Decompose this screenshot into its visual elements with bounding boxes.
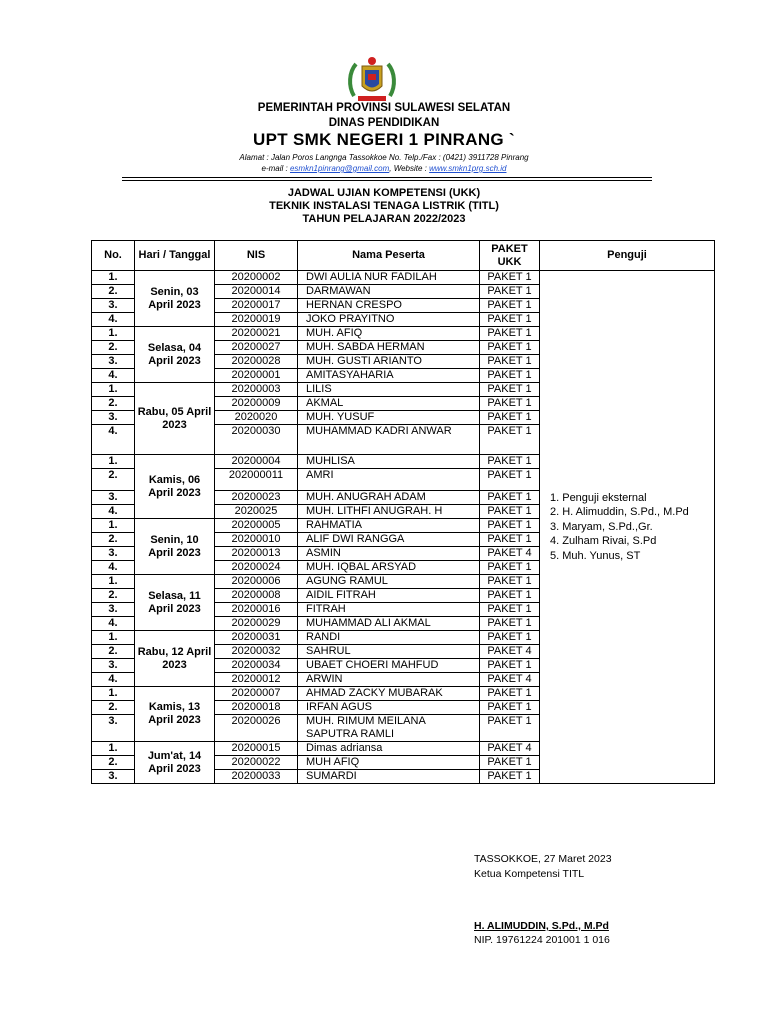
exam-day-cell: Senin, 10 April 2023: [135, 519, 215, 575]
student-name: ALIF DWI RANGGA: [298, 533, 480, 547]
student-nis: 20200007: [215, 687, 298, 701]
paket-ukk: PAKET 1: [480, 425, 540, 455]
student-nis: 20200034: [215, 659, 298, 673]
paket-ukk: PAKET 1: [480, 603, 540, 617]
student-nis: 20200023: [215, 491, 298, 505]
row-number: 1.: [92, 687, 135, 701]
province-crest-logo: [346, 52, 398, 104]
paket-ukk: PAKET 1: [480, 285, 540, 299]
header-divider-bottom: [122, 180, 652, 181]
student-nis: 20200013: [215, 547, 298, 561]
student-name: MUH. YUSUF: [298, 411, 480, 425]
student-name: ASMIN: [298, 547, 480, 561]
row-number: 4.: [92, 369, 135, 383]
student-nis: 20200006: [215, 575, 298, 589]
paket-ukk: PAKET 1: [480, 561, 540, 575]
row-number: 1.: [92, 631, 135, 645]
paket-ukk: PAKET 1: [480, 575, 540, 589]
row-number: 1.: [92, 455, 135, 469]
document-subtitle: TEKNIK INSTALASI TENAGA LISTRIK (TITL): [269, 200, 499, 212]
row-number: 2.: [92, 397, 135, 411]
student-name: SAHRUL: [298, 645, 480, 659]
student-name: JOKO PRAYITNO: [298, 313, 480, 327]
student-nis: 202000011: [215, 469, 298, 491]
student-name: MUHAMMAD ALI AKMAL: [298, 617, 480, 631]
student-name: AHMAD ZACKY MUBARAK: [298, 687, 480, 701]
row-number: 3.: [92, 603, 135, 617]
paket-ukk: PAKET 4: [480, 645, 540, 659]
student-nis: 20200030: [215, 425, 298, 455]
student-name: SUMARDI: [298, 770, 480, 784]
student-name: MUH. IQBAL ARSYAD: [298, 561, 480, 575]
row-number: 4.: [92, 505, 135, 519]
row-number: 1.: [92, 575, 135, 589]
penguji-item: 5. Muh. Yunus, ST: [550, 549, 641, 562]
col-header-day: Hari / Tanggal: [135, 241, 215, 271]
student-nis: 20200008: [215, 589, 298, 603]
paket-ukk: PAKET 1: [480, 397, 540, 411]
school-address: Alamat : Jalan Poros Langnga Tassokkoe No. Telp./Fax : (0421) 3911728 Pinrang: [239, 153, 529, 162]
student-name: UBAET CHOERI MAHFUD: [298, 659, 480, 673]
paket-ukk: PAKET 1: [480, 411, 540, 425]
paket-ukk: PAKET 4: [480, 742, 540, 756]
website-label: , Website :: [389, 164, 430, 173]
student-name: AIDIL FITRAH: [298, 589, 480, 603]
row-number: 3.: [92, 547, 135, 561]
paket-ukk: PAKET 4: [480, 673, 540, 687]
penguji-item: 4. Zulham Rivai, S.Pd: [550, 535, 657, 548]
row-number: 2.: [92, 469, 135, 491]
student-nis: 20200003: [215, 383, 298, 397]
student-name: MUH AFIQ: [298, 756, 480, 770]
student-name: FITRAH: [298, 603, 480, 617]
school-name: UPT SMK NEGERI 1 PINRANG `: [253, 130, 515, 149]
student-nis: 20200010: [215, 533, 298, 547]
penguji-cell: [540, 271, 715, 784]
row-number: 3.: [92, 299, 135, 313]
col-header-paket: PAKET UKK: [480, 241, 540, 271]
row-number: 4.: [92, 561, 135, 575]
student-name: RAHMATIA: [298, 519, 480, 533]
row-number: 1.: [92, 327, 135, 341]
exam-day-cell: Jum'at, 14 April 2023: [135, 742, 215, 784]
student-nis: 20200018: [215, 701, 298, 715]
student-name: MUH. LITHFI ANUGRAH. H: [298, 505, 480, 519]
student-nis: 20200012: [215, 673, 298, 687]
paket-ukk: PAKET 1: [480, 519, 540, 533]
row-number: 2.: [92, 701, 135, 715]
paket-ukk: PAKET 1: [480, 491, 540, 505]
paket-ukk: PAKET 4: [480, 547, 540, 561]
academic-year: TAHUN PELAJARAN 2022/2023: [302, 213, 466, 225]
paket-ukk: PAKET 1: [480, 533, 540, 547]
signature-place-date: TASSOKKOE, 27 Maret 2023: [474, 853, 612, 865]
table-row: [92, 271, 715, 285]
paket-ukk: PAKET 1: [480, 617, 540, 631]
student-name: AMRI: [298, 469, 480, 491]
student-nis: 20200002: [215, 271, 298, 285]
exam-day-cell: Selasa, 11 April 2023: [135, 575, 215, 631]
penguji-item: 1. Penguji eksternal: [550, 491, 647, 504]
student-nis: 2020025: [215, 505, 298, 519]
student-nis: 2020020: [215, 411, 298, 425]
exam-day-cell: Senin, 03 April 2023: [135, 271, 215, 327]
paket-ukk: PAKET 1: [480, 589, 540, 603]
row-number: 2.: [92, 589, 135, 603]
student-name: ARWIN: [298, 673, 480, 687]
student-nis: 20200032: [215, 645, 298, 659]
student-name: DARMAWAN: [298, 285, 480, 299]
student-nis: 20200026: [215, 715, 298, 742]
student-name: MUH. RIMUM MEILANA SAPUTRA RAMLI: [298, 715, 480, 742]
paket-ukk: PAKET 1: [480, 659, 540, 673]
student-nis: 20200027: [215, 341, 298, 355]
row-number: 4.: [92, 673, 135, 687]
exam-day-cell: Rabu, 05 April 2023: [135, 383, 215, 455]
exam-day-cell: Kamis, 06 April 2023: [135, 455, 215, 519]
penguji-list: [550, 491, 712, 564]
table-header-row: [92, 241, 715, 271]
paket-ukk: PAKET 1: [480, 715, 540, 742]
header-divider-top: [122, 177, 652, 178]
signature-role: Ketua Kompetensi TITL: [474, 868, 585, 880]
student-nis: 20200029: [215, 617, 298, 631]
student-nis: 20200004: [215, 455, 298, 469]
student-name: MUHAMMAD KADRI ANWAR: [298, 425, 480, 455]
department-heading: DINAS PENDIDIKAN: [328, 117, 440, 129]
document-title: JADWAL UJIAN KOMPETENSI (UKK): [287, 187, 481, 199]
student-name: AGUNG RAMUL: [298, 575, 480, 589]
student-nis: 20200031: [215, 631, 298, 645]
exam-day-cell: Rabu, 12 April 2023: [135, 631, 215, 687]
row-number: 1.: [92, 742, 135, 756]
student-nis: 20200015: [215, 742, 298, 756]
row-number: 2.: [92, 341, 135, 355]
row-number: 3.: [92, 355, 135, 369]
student-name: Dimas adriansa: [298, 742, 480, 756]
row-number: 2.: [92, 645, 135, 659]
student-nis: 20200014: [215, 285, 298, 299]
student-nis: 20200022: [215, 756, 298, 770]
student-name: MUH. AFIQ: [298, 327, 480, 341]
table-body: [92, 271, 715, 784]
student-nis: 20200009: [215, 397, 298, 411]
exam-day-cell: Selasa, 04 April 2023: [135, 327, 215, 383]
email-link[interactable]: esmkn1pinrang@gmail.com: [289, 164, 390, 173]
paket-ukk: PAKET 1: [480, 341, 540, 355]
student-name: MUH. GUSTI ARIANTO: [298, 355, 480, 369]
row-number: 3.: [92, 491, 135, 505]
col-header-penguji: Penguji: [540, 241, 715, 271]
paket-ukk: PAKET 1: [480, 383, 540, 397]
row-number: 1.: [92, 519, 135, 533]
col-header-nis: NIS: [215, 241, 298, 271]
student-nis: 20200021: [215, 327, 298, 341]
row-number: 1.: [92, 271, 135, 285]
student-name: DWI AULIA NUR FADILAH: [298, 271, 480, 285]
paket-ukk: PAKET 1: [480, 355, 540, 369]
student-name: RANDI: [298, 631, 480, 645]
student-nis: 20200001: [215, 369, 298, 383]
paket-ukk: PAKET 1: [480, 770, 540, 784]
student-name: MUH. SABDA HERMAN: [298, 341, 480, 355]
paket-ukk: PAKET 1: [480, 271, 540, 285]
student-name: IRFAN AGUS: [298, 701, 480, 715]
student-name: MUH. ANUGRAH ADAM: [298, 491, 480, 505]
penguji-item: 2. H. Alimuddin, S.Pd., M.Pd: [550, 506, 689, 519]
paket-ukk: PAKET 1: [480, 469, 540, 491]
student-nis: 20200033: [215, 770, 298, 784]
row-number: 3.: [92, 770, 135, 784]
row-number: 3.: [92, 715, 135, 742]
email-label: e-mail :: [261, 164, 290, 173]
paket-ukk: PAKET 1: [480, 505, 540, 519]
paket-ukk: PAKET 1: [480, 701, 540, 715]
row-number: 4.: [92, 425, 135, 455]
paket-ukk: PAKET 1: [480, 299, 540, 313]
student-nis: 20200017: [215, 299, 298, 313]
contact-line: [0, 164, 768, 173]
paket-ukk: PAKET 1: [480, 327, 540, 341]
paket-ukk: PAKET 1: [480, 455, 540, 469]
exam-day-cell: Kamis, 13 April 2023: [135, 687, 215, 742]
student-nis: 20200024: [215, 561, 298, 575]
row-number: 3.: [92, 411, 135, 425]
signature-nip: NIP. 19761224 201001 1 016: [474, 934, 610, 946]
paket-ukk: PAKET 1: [480, 756, 540, 770]
exam-schedule-table: [91, 240, 715, 784]
student-nis: 20200005: [215, 519, 298, 533]
student-nis: 20200016: [215, 603, 298, 617]
paket-ukk: PAKET 1: [480, 631, 540, 645]
paket-ukk: PAKET 1: [480, 313, 540, 327]
student-name: LILIS: [298, 383, 480, 397]
paket-ukk: PAKET 1: [480, 687, 540, 701]
signature-name: H. ALIMUDDIN, S.Pd., M.Pd: [474, 920, 609, 932]
student-name: MUHLISA: [298, 455, 480, 469]
col-header-no: No.: [92, 241, 135, 271]
row-number: 2.: [92, 756, 135, 770]
province-heading: PEMERINTAH PROVINSI SULAWESI SELATAN: [257, 102, 511, 114]
row-number: 1.: [92, 383, 135, 397]
row-number: 2.: [92, 285, 135, 299]
student-name: AKMAL: [298, 397, 480, 411]
row-number: 4.: [92, 617, 135, 631]
row-number: 3.: [92, 659, 135, 673]
student-nis: 20200028: [215, 355, 298, 369]
row-number: 4.: [92, 313, 135, 327]
penguji-item: 3. Maryam, S.Pd.,Gr.: [550, 520, 653, 533]
student-name: HERNAN CRESPO: [298, 299, 480, 313]
student-nis: 20200019: [215, 313, 298, 327]
row-number: 2.: [92, 533, 135, 547]
student-name: AMITASYAHARIA: [298, 369, 480, 383]
website-link[interactable]: www.smkn1prg.sch.id: [429, 164, 507, 173]
paket-ukk: PAKET 1: [480, 369, 540, 383]
col-header-name: Nama Peserta: [298, 241, 480, 271]
